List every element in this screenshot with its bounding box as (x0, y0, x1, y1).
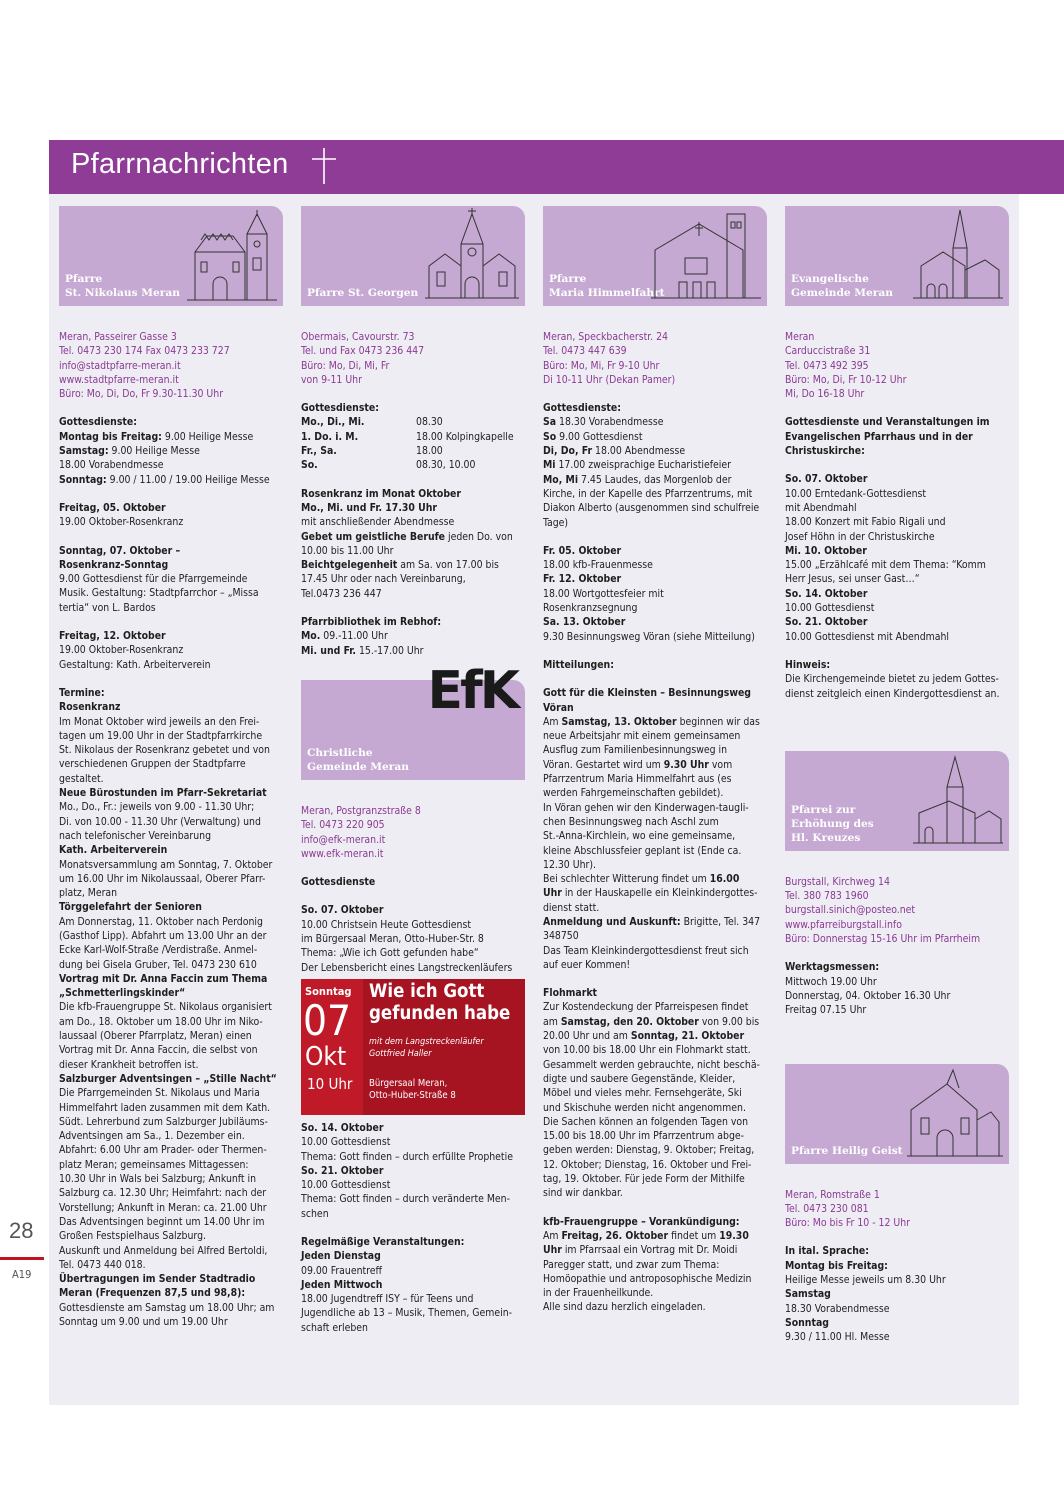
ad-month: Okt (305, 1041, 347, 1072)
schedule-row (301, 415, 527, 429)
text-line: Vortrag mit Dr. Anna Faccin, die selbst von (59, 1044, 258, 1057)
text-line: Die Pfarrgemeinden St. Nikolaus und Maria (59, 1087, 260, 1100)
text-bold: Samstag, 13. Oktober (561, 715, 677, 728)
text: Vöran. Gestartet wird um (543, 758, 664, 771)
text-line: Ecke Karl-Wolf-Straße /Verdistraße. Anmel- (59, 944, 258, 957)
section-heading: Gottesdienste (301, 876, 376, 889)
event-title: Rosenkranz-Sonntag (59, 558, 169, 571)
text-line: Freitag 07.15 Uhr (785, 1004, 867, 1017)
contact-website[interactable]: www.efk-meran.it (301, 847, 384, 860)
header-heilig-geist (785, 1064, 1009, 1164)
schedule-row (301, 444, 527, 458)
header-st-nikolaus (59, 206, 283, 306)
ad-day: Sonntag (305, 984, 352, 998)
text-bold: Anmeldung und Auskunft: (543, 915, 681, 928)
header-label: Maria Himmelfahrt (549, 287, 665, 299)
contact-website[interactable]: www.stadtpfarre-meran.it (59, 373, 179, 386)
text-line: dienst zeitgleich einen Kindergottesdienst an. (785, 687, 1000, 700)
text-line: am Do., 18. Oktober um 18.00 Uhr im Niko- (59, 1015, 263, 1028)
schedule-day: Fr., Sa. (301, 445, 337, 458)
contact-office-hours: Büro: Donnerstag 15-16 Uhr im Pfarrheim (785, 933, 981, 946)
text-line: 18.00 kfb-Frauenmesse (543, 559, 653, 572)
header-label: Hl. Kreuzes (791, 831, 861, 844)
text-line: 15.00 bis 18.00 Uhr im Pfarrzentrum abge- (543, 1130, 745, 1143)
text-line: Tel.0473 236 447 (301, 587, 382, 600)
text: 18.30 Vorabendmesse (556, 416, 664, 429)
event-date: Fr. 05. Oktober (543, 544, 622, 557)
text-line: und Skischuhe werden nicht angenommen. (543, 1101, 746, 1114)
text-line: sind wir dankbar. (543, 1187, 623, 1200)
event-date: So. 14. Oktober (301, 1121, 384, 1134)
text-line: Herr Jesus, sei unser Gast…“ (785, 573, 920, 586)
ad-title: Wie ich Gott (369, 980, 485, 1002)
text-line: Heilige Messe jeweils um 8.30 Uhr (785, 1273, 946, 1286)
section-heading: Gottesdienste: (59, 416, 137, 429)
text-line: geben werden: Dienstag, 9. Oktober; Freitag, (543, 1144, 755, 1157)
section-heading: Regelmäßige Veranstaltungen: (301, 1235, 465, 1248)
text: 20.00 Uhr und am (543, 1030, 631, 1043)
text-line: laussaal (Oberer Pfarrplatz, Meran) einen (59, 1030, 252, 1043)
text-bold: 9.30 Uhr (663, 758, 709, 771)
header-label: Pfarre (65, 273, 103, 285)
item-title: Neue Bürostunden im Pfarr-Sekretariat (59, 787, 267, 800)
church-drawing-icon (651, 208, 761, 302)
item-title: In ital. Sprache: (785, 1245, 869, 1258)
text-line: Tage) (543, 516, 569, 529)
contact-phone: Tel. 0473 447 639 (543, 345, 627, 358)
label: Montag bis Freitag: (59, 430, 162, 443)
text-line: Thema: „Wie ich Gott gefunden habe“ (301, 947, 479, 960)
text-line: 10.30 Uhr in Wals bei Salzburg; Ankunft in (59, 1173, 257, 1186)
text-line: Adventsingen am Sa., 1. Dezember ein. (59, 1130, 245, 1143)
text-line: Zur Kostendeckung der Pfarreispesen findet (543, 1001, 749, 1014)
text-bold: Sonntag, 21. Oktober (630, 1030, 745, 1043)
text-bold: Samstag, den 20. Oktober (560, 1015, 699, 1028)
page-number-rule (0, 1257, 44, 1260)
item-title: Vöran (543, 701, 574, 714)
text-line: St. Nikolaus der Rosenkranz gebetet und von (59, 744, 270, 757)
contact-office-hours: Büro: Mo, Mi, Fr 9-10 Uhr (543, 359, 660, 372)
text-bold: 19.30 (719, 1229, 749, 1242)
text-line: Mittwoch 19.00 Uhr (785, 975, 877, 988)
text-line: Paregger statt, und zwar zum Thema: (543, 1258, 720, 1271)
text-line: Josef Höhn in der Christuskirche (785, 530, 935, 543)
text-line: um 16.00 Uhr im Nikolaussaal, Oberer Pfarr- (59, 872, 266, 885)
header-label: Pfarre (549, 273, 587, 285)
event-date: Freitag, 12. Oktober (59, 630, 166, 643)
event-text: tertia“ von L. Bardos (59, 601, 156, 614)
text-line: 10.00 bis 11.00 Uhr (301, 544, 394, 557)
label: Samstag: (59, 445, 109, 458)
section-banner (49, 140, 1064, 194)
item-title: Salzburger Adventsingen – „Stille Nacht“ (59, 1072, 277, 1085)
text-line: 10.00 Gottesdienst mit Abendmahl (785, 630, 949, 643)
text: 9.00 Heilige Messe (108, 445, 200, 458)
contact-phone: Tel. 0473 230 174 Fax 0473 233 727 (59, 345, 230, 358)
header-burgstall (785, 751, 1009, 851)
item-title: Werktagsmessen: (785, 961, 880, 974)
text-line: 10.00 Gottesdienst (301, 1179, 391, 1192)
ad-time: 10 Uhr (307, 1074, 353, 1093)
text-line: dienst statt. (543, 901, 600, 914)
text-line: Möbel und vieles mehr. Fernsehgeräte, Ski (543, 1087, 742, 1100)
text-line: Jugendliche ab 13 – Musik, Themen, Gemein- (301, 1307, 513, 1320)
item-title: Jeden Dienstag (301, 1250, 381, 1263)
event-date: Fr. 12. Oktober (543, 573, 622, 586)
text-line: Himmelfahrt laden zusammen mit dem Kath. (59, 1101, 271, 1114)
contact-phone: Tel. und Fax 0473 236 447 (301, 345, 425, 358)
label: So (543, 430, 557, 443)
item-title: Rosenkranz im Monat Oktober (301, 487, 461, 500)
page-title: Pfarrnachrichten (71, 148, 289, 180)
text-line: platz Meran; gemeinsames Mittagessen: (59, 1158, 249, 1171)
contact-office-hours: von 9-11 Uhr (301, 373, 362, 386)
item-title: Pfarrbibliothek im Rebhof: (301, 616, 442, 629)
header-efk (301, 660, 525, 780)
section-heading: Gottesdienste: (543, 402, 621, 415)
text-line: Abfahrt: 6.00 Uhr am Prader- oder Thermen- (59, 1144, 267, 1157)
text-line: Die Kirchengemeinde bietet zu jedem Gottes- (785, 673, 999, 686)
text-line: 12. Oktober; Dienstag, 16. Oktober und Frei- (543, 1158, 752, 1171)
text-line: dung bei Gisela Gruber, Tel. 0473 230 610 (59, 958, 257, 971)
event-date: Mi. 10. Oktober (785, 544, 867, 557)
text: 9.00 Gottesdienst (556, 430, 643, 443)
event-text: Musik. Gestaltung: Stadtpfarrchor – „Missa (59, 587, 259, 600)
text-line: Südt. Lehrerbund zum Salzburger Jubiläums- (59, 1115, 268, 1128)
event-date: So. 14. Oktober (785, 587, 868, 600)
text-line: 09.00 Frauentreff (301, 1264, 382, 1277)
text: 9.00 Heilige Messe (161, 430, 254, 443)
text: von 9.00 bis (698, 1015, 760, 1028)
event-date: Sa. 13. Oktober (543, 616, 626, 629)
column-evangelische (785, 206, 1011, 1344)
label: Sonntag: (59, 473, 107, 486)
header-label: Christliche (307, 746, 373, 759)
header-evangelische (785, 206, 1009, 306)
contact-address: Burgstall, Kirchweg 14 (785, 875, 890, 888)
item-title: Rosenkranz (59, 701, 121, 714)
header-maria-himmelfahrt (543, 206, 767, 306)
ad-date: 07 (303, 995, 352, 1045)
text-line: 18.00 Konzert mit Fabio Rigali und (785, 516, 946, 529)
church-drawing-icon (907, 1066, 1003, 1160)
text: in der Hauskapelle ein Kleinkindergottes- (561, 887, 758, 900)
label: Mi. und Fr. (301, 644, 356, 657)
text-line: 348750 (543, 930, 579, 943)
page-number: 28 (9, 1218, 34, 1243)
text-line: 18.30 Vorabendmesse (785, 1302, 890, 1315)
schedule-day: So. (301, 459, 318, 472)
efk-logo: EfK (427, 660, 517, 721)
section-heading: Termine: (59, 686, 105, 699)
contact-address: Meran, Passeirer Gasse 3 (59, 331, 177, 343)
schedule-day: Mo., Di., Mi. (301, 416, 365, 429)
item-title: Sonntag (785, 1316, 829, 1329)
contact-phone: Tel. 0473 230 081 (785, 1202, 869, 1215)
event-advertisement (301, 979, 525, 1115)
contact-office-hours: Mi, Do 16-18 Uhr (785, 388, 865, 401)
schedule-time: 18.00 Kolpingkapelle (416, 430, 514, 443)
text-line: von 10.00 bis 18.00 Uhr ein Flohmarkt statt. (543, 1044, 751, 1057)
item-title: Mo., Mi. und Fr. 17.30 Uhr (301, 501, 437, 514)
header-label: St. Nikolaus Meran (65, 287, 180, 299)
contact-address: Meran, Postgranzstraße 8 (301, 804, 421, 817)
text-line: Alle sind dazu herzlich eingeladen. (543, 1301, 706, 1314)
text-line: 9.30 Besinnungsweg Vöran (siehe Mitteilung) (543, 630, 755, 643)
text-line: 10.00 Erntedank-Gottesdienst (785, 487, 927, 500)
text-line: Gesammelt werden gebrauchte, nicht beschä- (543, 1058, 760, 1071)
label: Mo. (301, 630, 321, 643)
text-line: Großen Festspielhaus Salzburg. (59, 1230, 206, 1243)
text: im Pfarrsaal ein Vortrag mit Dr. Moidi (561, 1244, 738, 1257)
event-date: So. 21. Oktober (785, 616, 868, 629)
text-line: Gottesdienste am Samstag um 18.00 Uhr; am (59, 1301, 275, 1314)
section-heading: Evangelischen Pfarrhaus und in der (785, 430, 973, 443)
header-label: Erhöhung des (791, 817, 874, 830)
text-line: Di. von 10.00 - 11.30 Uhr (Verwaltung) und (59, 815, 261, 828)
text-line: 17.45 Uhr oder nach Vereinbarung, (301, 573, 466, 586)
text-bold: Freitag, 26. Oktober (561, 1229, 669, 1242)
text: 9.00 / 11.00 / 19.00 Heilige Messe (106, 473, 270, 486)
text-line: neue Arbeitsjahr mit einem gemeinsamen (543, 730, 741, 743)
text-line: 10.00 Gottesdienst (301, 1136, 391, 1149)
text-line: werden Fahrgemeinschaften gebildet). (543, 787, 724, 800)
text-line: 10.00 Christsein Heute Gottesdienst (301, 918, 472, 931)
item-title: Vortrag mit Dr. Anna Faccin zum Thema (59, 972, 268, 985)
ad-subtitle: mit dem Langstreckenläufer (369, 1036, 484, 1047)
text-line: Am Donnerstag, 11. Oktober nach Perdonig (59, 915, 263, 928)
column-st-nikolaus (59, 206, 285, 1329)
text-line: Thema: Gott finden – durch veränderte Men- (301, 1193, 510, 1206)
ad-location: Bürgersaal Meran, (369, 1077, 448, 1089)
text: Am (543, 715, 562, 728)
contact-address: Meran, Romstraße 1 (785, 1188, 880, 1201)
section-heading: Mitteilungen: (543, 658, 614, 671)
page-code: A19 (12, 1268, 32, 1281)
church-drawing-icon (913, 208, 1003, 302)
text-bold: Uhr (543, 887, 562, 900)
ad-title: gefunden habe (369, 1002, 511, 1024)
item-title: Hinweis: (785, 658, 831, 671)
text-line: gestaltet. (59, 772, 104, 785)
text: 18.00 Abendmesse (592, 445, 686, 458)
text-line: kleine Abschlussfeier geplant ist (Ende ca. (543, 844, 742, 857)
text-line: Ausflug zum Familienbesinnungsweg in (543, 744, 728, 757)
item-title: Flohmarkt (543, 987, 598, 1000)
item-title: Samstag (785, 1288, 831, 1301)
contact-office-hours: Di 10-11 Uhr (Dekan Pamer) (543, 373, 676, 386)
contact-phone: Tel. 0473 492 395 (785, 359, 869, 372)
text-line: verschiedenen Gruppen der Stadtpfarre (59, 758, 246, 771)
text-line: schen (301, 1207, 329, 1220)
text: Am (543, 1229, 562, 1242)
item-title: Meran (Frequenzen 87,5 und 98,8): (59, 1287, 246, 1300)
section-heading: Gottesdienste und Veranstaltungen im (785, 416, 990, 429)
text: 7.45 Laudes, das Morgenlob der (578, 473, 732, 486)
event-text: 19.00 Oktober-Rosenkranz (59, 516, 184, 529)
schedule-time: 18.00 (416, 445, 443, 458)
text-line: 12.30 Uhr). (543, 858, 596, 871)
text-line: Das Team Kleinkindergottesdienst freut sich (543, 944, 749, 957)
event-text: Gestaltung: Kath. Arbeiterverein (59, 658, 211, 671)
text: Bei schlechter Witterung findet um (543, 873, 710, 886)
text-line: dieser Krankheit betroffen ist. (59, 1058, 199, 1071)
item-title: Jeden Mittwoch (301, 1278, 383, 1291)
section-heading: Gottesdienste: (301, 402, 379, 415)
text: am (543, 1015, 561, 1028)
text-line: 18.00 Wortgottesfeier mit (543, 587, 664, 600)
event-date: Sonntag, 07. Oktober – (59, 544, 181, 557)
church-drawing-icon (913, 753, 1003, 847)
contact-office-hours: Büro: Mo, Di, Do, Fr 9.30-11.30 Uhr (59, 388, 224, 401)
item-title: kfb-Frauengruppe – Vorankündigung: (543, 1215, 740, 1228)
text: 18.00 Vorabendmesse (59, 459, 164, 472)
contact-office-hours: Büro: Mo, Di, Mi, Fr (301, 359, 390, 372)
item-title: Montag bis Freitag: (785, 1259, 888, 1272)
text-line: Vorstellung; Ankunft in Meran: ca. 21.00 Uhr (59, 1201, 267, 1214)
text-line: Die kfb-Frauengruppe St. Nikolaus organisiert (59, 1001, 272, 1014)
column-maria-himmelfahrt (543, 206, 769, 1315)
text: 15.-17.00 Uhr (355, 644, 424, 657)
column-st-georgen (301, 206, 527, 1335)
item-title: Kath. Arbeiterverein (59, 844, 168, 857)
label: Gebet um geistliche Berufe (301, 530, 446, 543)
text-line: Auskunft und Anmeldung bei Alfred Bertoldi, (59, 1244, 268, 1257)
schedule-row (301, 430, 527, 444)
item-title: Übertragungen im Sender Stadtradio (59, 1273, 256, 1286)
schedule-time: 08.30, 10.00 (416, 459, 476, 472)
event-date: Freitag, 05. Oktober (59, 501, 166, 514)
contact-address: Obermais, Cavourstr. 73 (301, 331, 415, 343)
church-drawing-icon (187, 210, 277, 302)
text-line: Im Monat Oktober wird jeweils an den Frei- (59, 715, 260, 728)
header-label: Pfarre St. Georgen (307, 287, 419, 299)
text-line: mit anschließender Abendmesse (301, 516, 455, 529)
text-line: Thema: Gott finden – durch erfüllte Prophetie (301, 1150, 513, 1163)
text-line: Salzburg ca. 12.30 Uhr; Heimfahrt: nach der (59, 1187, 267, 1200)
text-line: tag, 19. Oktober. Für jede Form der Mithilfe (543, 1173, 745, 1186)
text-bold: Uhr (543, 1244, 562, 1257)
text-line: Sonntag um 9.00 und um 19.00 Uhr (59, 1316, 228, 1328)
header-label: Gemeinde Meran (791, 287, 893, 299)
schedule-time: 08.30 (416, 416, 443, 429)
contact-email[interactable]: burgstall.sinich@posteo.net (785, 904, 916, 917)
event-text: 19.00 Oktober-Rosenkranz (59, 644, 184, 657)
text: 09.-11.00 Uhr (320, 630, 388, 643)
text-line: (Gasthof Lipp). Abfahrt um 13.00 Uhr an der (59, 929, 267, 942)
contact-phone: Tel. 380 783 1960 (785, 890, 869, 903)
text-line: Rosenkranzsegnung (543, 602, 638, 615)
text-line: chen Besinnungsweg nach Aschl zum (543, 815, 719, 828)
text-line: Pfarrzentrum Maria Himmelfahrt aus (es (543, 773, 732, 786)
label: Mi (543, 459, 556, 472)
item-title: Törggelefahrt der Senioren (59, 901, 202, 914)
label: Sa (543, 416, 557, 429)
text: beginnen wir das (676, 715, 760, 728)
header-st-georgen (301, 206, 525, 306)
contact-office-hours: Büro: Mo, Di, Fr 10-12 Uhr (785, 373, 907, 386)
text-line: 15.00 „Erzählcafé mit dem Thema: “Komm (785, 559, 986, 572)
header-label: Evangelische (791, 273, 869, 285)
text-line: schaft erleben (301, 1321, 368, 1334)
text-line: In Vöran gehen wir den Kinderwagen-taugli- (543, 801, 749, 814)
contact-email[interactable]: info@stadtpfarre-meran.it (59, 359, 181, 372)
text-line: Kirche, in der Kapelle des Pfarrzentrums, mit (543, 487, 753, 500)
text-line: 9.30 / 11.00 Hl. Messe (785, 1331, 890, 1344)
contact-address: Meran, Speckbacherstr. 24 (543, 331, 669, 343)
label: Beichtgelegenheit (301, 559, 398, 572)
text-line: Mo., Do., Fr.: jeweils von 9.00 - 11.30 Uhr; (59, 801, 255, 814)
schedule-row (301, 458, 527, 472)
item-title: „Schmetterlingskinder“ (59, 987, 186, 1000)
text-line: digte und saubere Gegenstände, Kleider, (543, 1072, 736, 1085)
text: vom (708, 758, 733, 771)
text-line: 10.00 Gottesdienst (785, 602, 875, 615)
text-line: St.-Anna-Kirchlein, wo eine gemeinsame, (543, 830, 736, 843)
text-line: nach telefonischer Vereinbarung (59, 829, 212, 842)
contact-address: Carduccistraße 31 (785, 345, 871, 358)
schedule-day: 1. Do. i. M. (301, 430, 359, 443)
ad-subtitle: Gottfried Haller (369, 1048, 432, 1059)
text: 17.00 zweisprachige Eucharistiefeier (555, 459, 731, 472)
text: am Sa. von 17.00 bis (397, 559, 499, 572)
text-line: 18.00 Jugendtreff ISY – für Teens und (301, 1293, 474, 1306)
text-line: Tel. 0473 440 018. (59, 1258, 146, 1271)
header-label: Pfarre Heilig Geist (791, 1144, 903, 1157)
text-line: platz, Meran (59, 887, 118, 900)
cross-icon (309, 146, 339, 186)
text-line: in der Frauenheilkunde. (543, 1287, 654, 1300)
text-line: Diakon Alberto (ausgenommen sind schulfreie (543, 502, 760, 515)
item-title: Gott für die Kleinsten – Besinnungsweg (543, 687, 752, 700)
ad-location: Otto-Huber-Straße 8 (369, 1089, 456, 1101)
text: Brigitte, Tel. 347 (680, 915, 761, 928)
label: Di, Do, Fr (543, 445, 593, 458)
contact-office-hours: Büro: Mo bis Fr 10 - 12 Uhr (785, 1217, 911, 1230)
text-line: Homöopathie und antroposophische Medizin (543, 1272, 752, 1285)
event-date: So. 07. Oktober (785, 473, 868, 486)
event-date: So. 21. Oktober (301, 1164, 384, 1177)
label: Mo, Mi (543, 473, 579, 486)
text: jeden Do. von (445, 530, 513, 543)
section-heading: Christuskirche: (785, 445, 865, 458)
text: findet um (668, 1229, 720, 1242)
event-text: 9.00 Gottesdienst für die Pfarrgemeinde (59, 573, 248, 586)
text-line: auf euer Kommen! (543, 958, 631, 971)
contact-address: Meran (785, 331, 815, 343)
header-label: Pfarrei zur (791, 803, 856, 816)
header-label: Gemeinde Meran (307, 760, 409, 773)
text-bold: 16.00 (709, 873, 740, 886)
text-line: Die Sachen können an folgenden Tagen von (543, 1115, 749, 1128)
text-line: tagen um 19.00 Uhr in der Stadtpfarrkirche (59, 729, 263, 742)
text-line: mit Abendmahl (785, 501, 857, 514)
contact-website[interactable]: www.pfarreiburgstall.info (785, 918, 902, 931)
text-line: Der Lebensbericht eines Langstreckenläufers (301, 961, 513, 974)
contact-phone: Tel. 0473 220 905 (301, 819, 385, 832)
church-drawing-icon (425, 208, 519, 302)
text-line: Das Adventsingen beginnt um 14.00 Uhr im (59, 1215, 265, 1228)
contact-email[interactable]: info@efk-meran.it (301, 833, 386, 846)
text-line: Monatsversammlung am Sonntag, 7. Oktober (59, 858, 273, 871)
event-date: So. 07. Oktober (301, 904, 384, 917)
text-line: im Bürgersaal Meran, Otto-Huber-Str. 8 (301, 933, 484, 946)
text-line: Donnerstag, 04. Oktober 16.30 Uhr (785, 989, 951, 1002)
